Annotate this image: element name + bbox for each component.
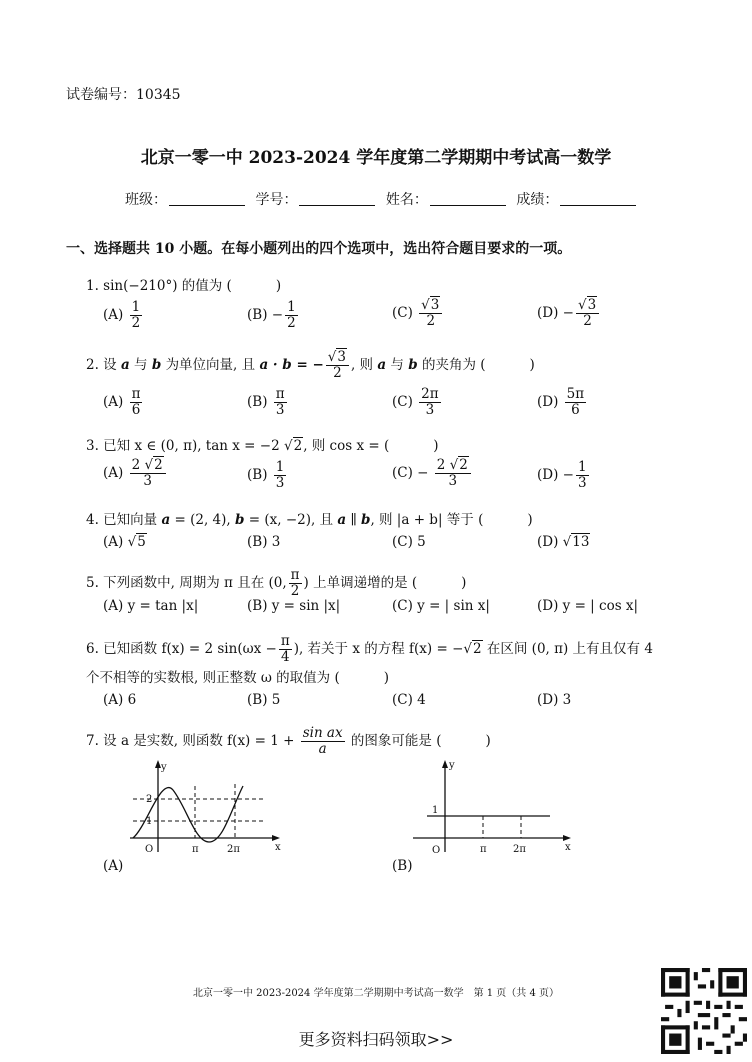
scan-for-more-link[interactable]: 更多资料扫码领取>> (298, 1030, 454, 1049)
graph-b-x-arrow (563, 835, 571, 841)
q5-option-c: (C) y = | sin x| (392, 598, 490, 614)
graph-a-x-arrow (272, 835, 280, 841)
q6-option-d: (D) 3 (537, 692, 572, 708)
graph-a-tick-2: 2 (146, 794, 153, 805)
q2-option-a: (A) $\frac{\pi}{6}$ (103, 386, 141, 418)
class-blank[interactable] (169, 205, 245, 206)
class-label: 班级： (125, 192, 167, 208)
q6-option-c: (C) 4 (392, 692, 426, 708)
score-blank[interactable] (560, 205, 636, 206)
graph-a-origin: O (145, 844, 154, 855)
q2-option-c: (C) $\frac{2\pi}{3}$ (392, 386, 439, 418)
question-1-stem: 1. sin(−210°) 的值为 ( ) (86, 278, 282, 294)
graph-a-tick-1: 1 (146, 816, 153, 827)
q5-option-a: (A) y = tan |x| (103, 598, 199, 614)
graph-a-tick-pi: π (192, 844, 199, 855)
question-6-line-1: 6. 已知函数 f(x) = 2 sin(ωx − $\frac{\pi}{4}$ ), 若关于 x 的方程 f(x) = −√2 在区间 (0, π) 上有且仅有 4 (86, 633, 653, 665)
page-footer: 北京一零一中 2023-2024 学年度第二学期期中考试高一数学 第 1 页（共 4 页） (192, 988, 560, 999)
graph-b-x-label: x (565, 842, 571, 853)
graph-b-tick-2pi: 2π (513, 844, 526, 855)
q2-option-d: (D) $\frac{5\pi}{6}$ (537, 386, 585, 418)
student-id-blank[interactable] (299, 205, 375, 206)
graph-a-x-label: x (275, 842, 281, 853)
q4-option-c: (C) 5 (392, 534, 426, 550)
question-5-stem: 5. 下列函数中, 周期为 π 且在 (0, $\frac{\pi}{2}$ ) 上单调递增的是 ( ) (86, 567, 467, 599)
question-7-stem: 7. 设 a 是实数, 则函数 f(x) = 1 + $\frac{\text{sin ax}}{a}$ 的图象可能是 ( ) (86, 725, 491, 757)
graph-a-tick-2pi: 2π (227, 844, 240, 855)
student-info-line (125, 189, 642, 209)
graph-b-origin: O (432, 845, 441, 856)
question-6-line-2: 个不相等的实数根, 则正整数 ω 的取值为 ( ) (86, 670, 390, 686)
graph-b (405, 756, 575, 856)
graph-a (125, 756, 285, 856)
score-label: 成绩： (516, 192, 559, 208)
graph-b-y-label: y (449, 760, 455, 771)
q3-option-c: (C) − $\frac{2 √2}{3}$ (392, 458, 473, 489)
q6-option-b: (B) 5 (247, 692, 281, 708)
name-label: 姓名： (385, 192, 428, 208)
graph-b-label: (B) (392, 858, 413, 874)
q3-option-a: (A) $\frac{2 √2}{3}$ (103, 458, 168, 489)
graph-a-y-label: y (161, 762, 167, 773)
graph-a-label: (A) (103, 858, 124, 874)
q6-option-a: (A) 6 (103, 692, 137, 708)
question-2-stem: 2. 设 a 与 b 为单位向量, 且 a · b = − $\frac{√3}{2}$ , 则 a 与 b 的夹角为 ( ) (86, 349, 535, 381)
section-heading: 一、选择题共 10 小题。在每小题列出的四个选项中，选出符合题目要求的一项。 (66, 241, 572, 257)
name-blank[interactable] (430, 205, 506, 206)
question-3-stem: 3. 已知 x ∈ (0, π), tan x = −2 √2, 则 cos x = ( ) (86, 438, 439, 454)
q2-option-b: (B) $\frac{\pi}{3}$ (247, 386, 285, 418)
graph-b-tick-pi: π (480, 844, 487, 855)
exam-title: 北京一零一中 2023-2024 学年度第二学期期中考试高一数学 (140, 148, 612, 168)
q3-option-b: (B) $\frac{1}{3}$ (247, 459, 285, 491)
q4-option-a: (A) √5 (103, 534, 146, 550)
q1-option-d: (D) − $\frac{√3}{2}$ (537, 298, 601, 329)
q1-option-b: (B) − $\frac{1}{2}$ (247, 299, 296, 331)
q1-option-a: (A) $\frac{1}{2}$ (103, 299, 141, 331)
q3-option-d: (D) − $\frac{1}{3}$ (537, 459, 587, 491)
q5-option-b: (B) y = sin |x| (247, 598, 341, 614)
q4-option-b: (B) 3 (247, 534, 281, 550)
question-4-stem: 4. 已知向量 a = (2, 4), b = (x, −2), 且 a ∥ b, 则 |a + b| 等于 ( ) (86, 512, 533, 528)
q4-option-d: (D) √13 (537, 534, 590, 550)
q1-option-c: (C) $\frac{√3}{2}$ (392, 298, 444, 329)
qr-code-icon[interactable] (661, 968, 747, 1054)
document-number: 试卷编号：10345 (66, 87, 181, 103)
student-id-label: 学号： (255, 192, 298, 208)
q5-option-d: (D) y = | cos x| (537, 598, 639, 614)
graph-b-tick-1: 1 (432, 805, 439, 816)
graph-b-y-arrow (442, 760, 448, 768)
